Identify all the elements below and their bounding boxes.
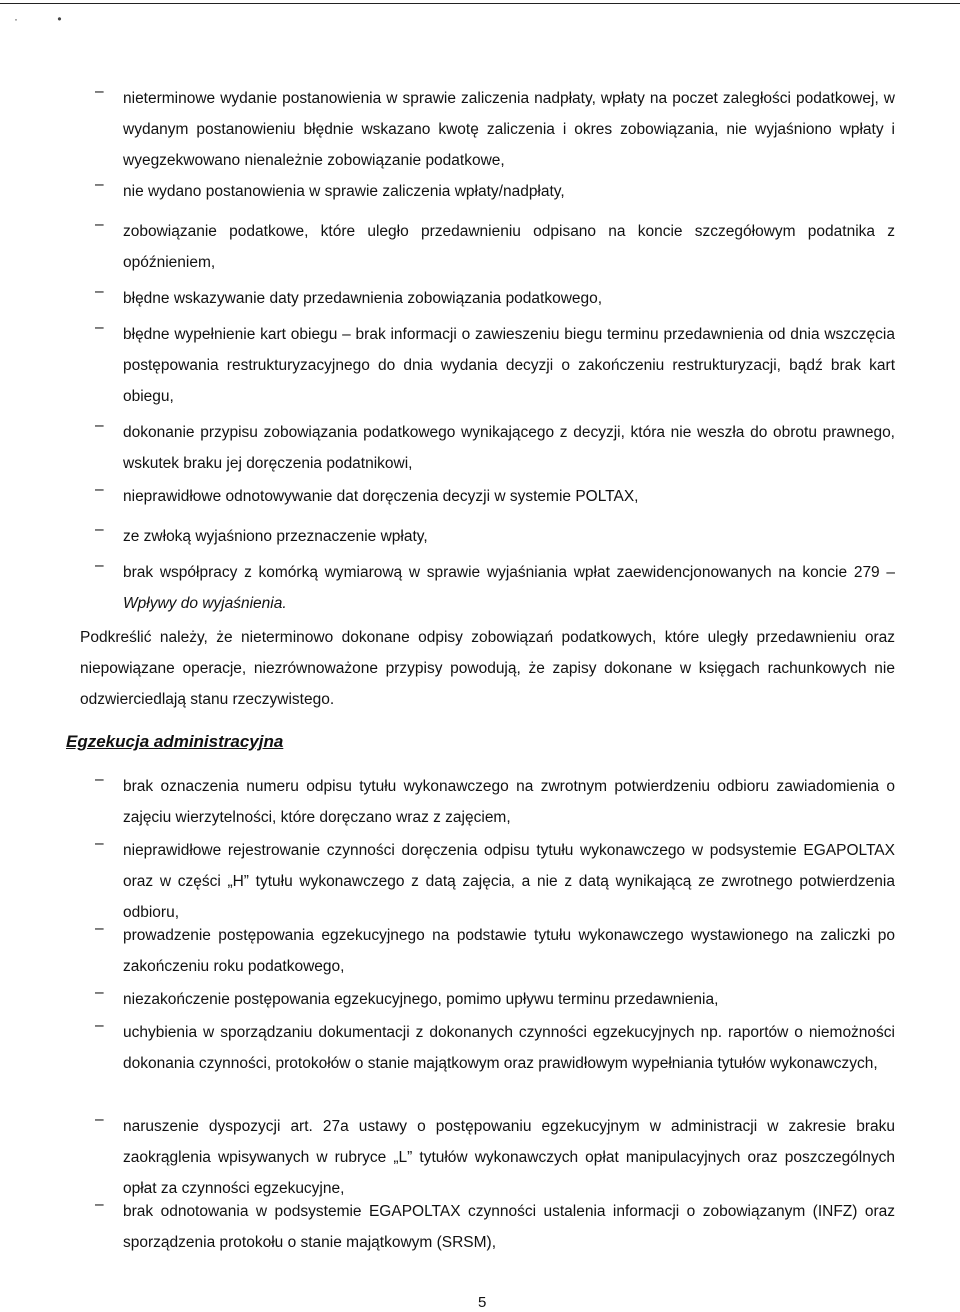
list-item xyxy=(95,283,895,314)
list-dash: – xyxy=(95,1017,104,1034)
list-dash: – xyxy=(95,481,104,498)
list-item xyxy=(95,1017,895,1079)
list-item xyxy=(95,984,895,1015)
list-item xyxy=(95,216,895,278)
list-item xyxy=(95,771,895,833)
list-item xyxy=(95,521,895,552)
list-dash: – xyxy=(95,283,104,300)
list-item-text: prowadzenie postępowania egzekucyjnego na podstawie tytułu wykonawczego wystawionego na zaliczki po zakończeniu roku podatkowego, xyxy=(123,927,895,975)
list-item-text: brak oznaczenia numeru odpisu tytułu wykonawczego na zwrotnym potwierdzeniu odbioru zawiadomienia o zajęciu wierzytelności, które doręczano wraz z zajęciem, xyxy=(123,778,895,826)
list-item xyxy=(95,1196,895,1258)
list-item-text xyxy=(123,557,895,619)
list-item-plain: brak współpracy z komórką wymiarową w sprawie wyjaśniania wpłat zaewidencjonowanych na koncie 279 – xyxy=(123,564,895,581)
list-item-text: brak odnotowania w podsystemie EGAPOLTAX czynności ustalenia informacji o zobowiązanym (INFZ) oraz sporządzenia protokołu o stanie majątkowym (SRSM), xyxy=(123,1203,895,1251)
list-dash: – xyxy=(95,557,104,574)
list-item-text: niezakończenie postępowania egzekucyjnego, pomimo upływu terminu przedawnienia, xyxy=(123,991,719,1008)
list-item xyxy=(95,1111,895,1204)
list-dash: – xyxy=(95,1111,104,1128)
list-dash: – xyxy=(95,835,104,852)
list-item xyxy=(95,920,895,982)
list-item-text: uchybienia w sporządzaniu dokumentacji z dokonanych czynności egzekucyjnych np. raportów o niemożności dokonania czynności, protokołów o stanie majątkowym oraz prawidłowym wypełniania tytułów wykonawczych, xyxy=(123,1024,895,1072)
list-item xyxy=(95,417,895,479)
list-dash: – xyxy=(95,83,104,100)
list-item-text: dokonanie przypisu zobowiązania podatkowego wynikającego z decyzji, która nie weszła do obrotu prawnego, wskutek braku jej doręczenia podatnikowi, xyxy=(123,424,895,472)
top-rule xyxy=(0,3,960,4)
list-item xyxy=(95,557,895,619)
list-item xyxy=(95,319,895,412)
list-item-text: naruszenie dyspozycji art. 27a ustawy o postępowaniu egzekucyjnym w administracji w zakresie braku zaokrąglenia wpisywanych w rubryce „L” tytułów wykonawczych opłat manipulacyjnych oraz poszczególnych opłat za czynności egzekucyjne, xyxy=(123,1118,895,1197)
list-item-text: nieprawidłowe rejestrowanie czynności doręczenia odpisu tytułu wykonawczego w podsystemie EGAPOLTAX oraz w części „H” tytułu wykonawczego z datą zajęcia, a nie z datą wynikającą ze zwrotnego potwierdzenia odbioru, xyxy=(123,842,895,921)
list-item-text: nie wydano postanowienia w sprawie zaliczenia wpłaty/nadpłaty, xyxy=(123,183,565,200)
summary-paragraph: Podkreślić należy, że nieterminowo dokonane odpisy zobowiązań podatkowych, które uległy przedawnieniu oraz niepowiązane operacje, niezrównoważone przypisy powodują, że zapisy dokonane w księgach rachunkowych nie odzwierciedlają stanu rzeczywistego. xyxy=(80,629,895,708)
list-item xyxy=(95,83,895,176)
section-heading: Egzekucja administracyjna xyxy=(66,732,284,751)
list-item-text: zobowiązanie podatkowe, które uległo przedawnieniu odpisano na koncie szczegółowym podatnika z opóźnieniem, xyxy=(123,223,895,271)
list-dash: – xyxy=(95,771,104,788)
list-item-italic: Wpływy do wyjaśnienia. xyxy=(123,595,287,612)
list-dash: – xyxy=(95,417,104,434)
list-dash: – xyxy=(95,984,104,1001)
list-item-text: nieterminowe wydanie postanowienia w sprawie zaliczenia nadpłaty, wpłaty na poczet zaległości podatkowej, w wydanym postanowieniu błędnie wskazano kwotę zaliczenia i okres zobowiązania, nie wyjaśniono wpłaty i wyegzekwowano nienależnie zobowiązanie podatkowe, xyxy=(123,90,895,169)
list-item xyxy=(95,176,895,207)
list-item-text: błędne wypełnienie kart obiegu – brak informacji o zawieszeniu biegu terminu przedawnienia od dnia wszczęcia postępowania restrukturyzacyjnego do dnia wydania decyzji o zakończeniu restrukturyzacji, bądź brak kart obiegu, xyxy=(123,326,895,405)
list-item-text: błędne wskazywanie daty przedawnienia zobowiązania podatkowego, xyxy=(123,290,603,307)
list-dash: – xyxy=(95,1196,104,1213)
list-item-text: nieprawidłowe odnotowywanie dat doręczenia decyzji w systemie POLTAX, xyxy=(123,488,639,505)
list-dash: – xyxy=(95,319,104,336)
list-dash: – xyxy=(95,176,104,193)
list-dash: – xyxy=(95,920,104,937)
list-item xyxy=(95,481,895,512)
list-dash: – xyxy=(95,216,104,233)
list-item-text: ze zwłoką wyjaśniono przeznaczenie wpłaty, xyxy=(123,528,428,545)
list-item xyxy=(95,835,895,928)
page-number: 5 xyxy=(478,1294,487,1311)
list-dash: – xyxy=(95,521,104,538)
scan-marks: · • xyxy=(14,12,80,26)
